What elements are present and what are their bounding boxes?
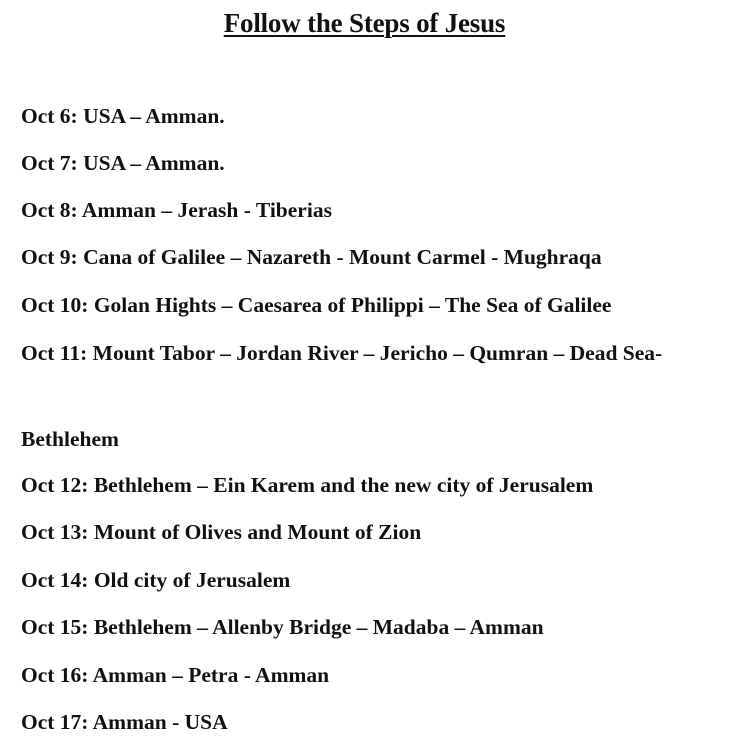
itinerary-line-oct-10: Oct 10: Golan Hights – Caesarea of Philippi – The Sea of Galilee bbox=[21, 293, 612, 317]
itinerary-line-oct-11: Oct 11: Mount Tabor – Jordan River – Jericho – Qumran – Dead Sea- bbox=[21, 341, 663, 365]
itinerary-line-oct-7: Oct 7: USA – Amman. bbox=[21, 151, 225, 175]
itinerary-line-oct-12: Oct 12: Bethlehem – Ein Karem and the new city of Jerusalem bbox=[21, 473, 594, 497]
itinerary-line-oct-15: Oct 15: Bethlehem – Allenby Bridge – Madaba – Amman bbox=[21, 615, 544, 639]
itinerary-line-oct-17: Oct 17: Amman - USA bbox=[21, 710, 228, 734]
itinerary-line-oct-6: Oct 6: USA – Amman. bbox=[21, 104, 225, 128]
itinerary-line-oct-8: Oct 8: Amman – Jerash - Tiberias bbox=[21, 198, 332, 222]
itinerary-line-oct-9: Oct 9: Cana of Galilee – Nazareth - Mount Carmel - Mughraqa bbox=[21, 245, 602, 269]
itinerary-line-oct-14: Oct 14: Old city of Jerusalem bbox=[21, 568, 291, 592]
itinerary-line-oct-16: Oct 16: Amman – Petra - Amman bbox=[21, 663, 330, 687]
itinerary-line-oct-11-continued: Bethlehem bbox=[21, 427, 119, 451]
itinerary-line-oct-13: Oct 13: Mount of Olives and Mount of Zion bbox=[21, 520, 422, 544]
page-title: Follow the Steps of Jesus bbox=[223, 8, 506, 38]
